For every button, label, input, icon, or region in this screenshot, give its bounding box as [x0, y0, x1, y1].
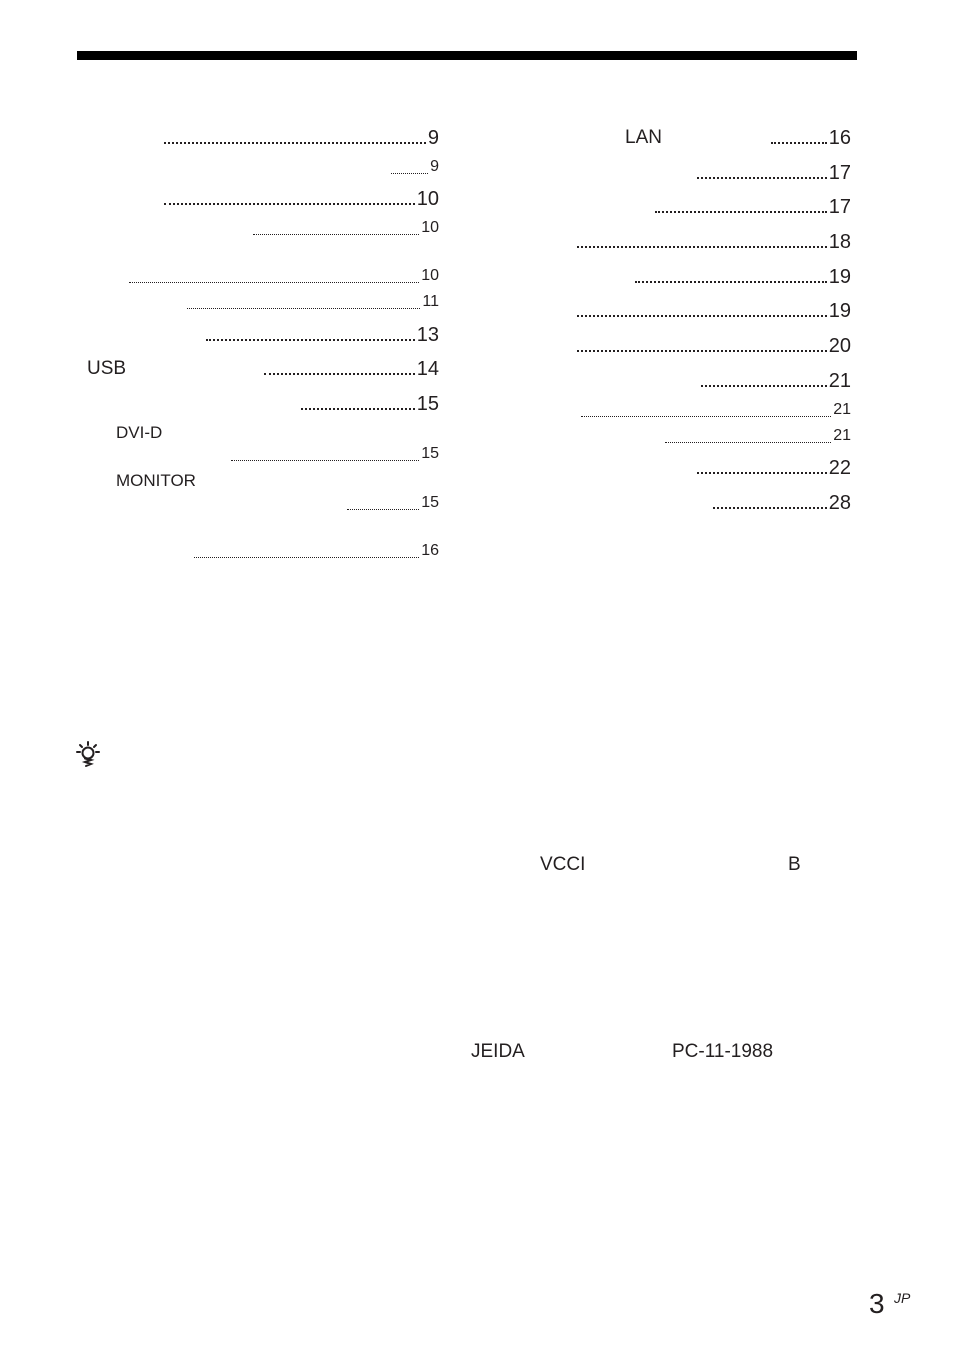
toc-page-number: 15: [421, 494, 439, 511]
dot-leader: [697, 472, 827, 474]
dot-leader: [187, 308, 420, 309]
toc-entry[interactable]: [391, 155, 439, 179]
top-rule: [77, 51, 857, 60]
dot-leader: [577, 350, 827, 352]
toc-entry[interactable]: [164, 126, 439, 150]
toc-page-number: 17: [828, 196, 851, 218]
toc-page-number: 15: [421, 445, 439, 462]
dot-leader: [164, 142, 426, 144]
toc-entry[interactable]: [697, 456, 851, 480]
toc-label-dvi-d: DVI-D: [116, 423, 163, 442]
toc-page-number: 13: [416, 324, 439, 346]
dot-leader: [665, 442, 831, 443]
toc-entry[interactable]: [577, 230, 851, 254]
toc-entry[interactable]: [206, 323, 439, 347]
dot-leader: [713, 507, 827, 509]
toc-page-number: 21: [828, 370, 851, 392]
toc-entry[interactable]: [701, 369, 851, 393]
toc-entry[interactable]: [264, 357, 439, 381]
page-number: 3: [869, 1288, 885, 1319]
dot-leader: [264, 373, 415, 375]
dot-leader: [206, 339, 415, 341]
dot-leader: [655, 211, 827, 213]
toc-page-number: 17: [828, 162, 851, 184]
toc-label-usb: USB: [87, 358, 127, 379]
dot-leader: [577, 246, 827, 248]
toc-page-number: 10: [416, 188, 439, 210]
toc-page-number: 14: [416, 358, 439, 380]
dot-leader: [194, 557, 419, 558]
toc-entry[interactable]: [253, 216, 439, 240]
toc-entry[interactable]: [301, 392, 439, 416]
page-number-suffix: JP: [894, 1290, 911, 1306]
toc-page-number: 20: [828, 335, 851, 357]
dot-leader: [577, 315, 827, 317]
toc-entry[interactable]: [581, 398, 851, 422]
dot-leader: [164, 203, 415, 205]
toc-page-number: 9: [430, 158, 439, 175]
dot-leader: [581, 416, 831, 417]
toc-page-number: 19: [828, 300, 851, 322]
toc-page-number: 9: [427, 127, 439, 149]
toc-page-number: 16: [421, 542, 439, 559]
toc-label-monitor: MONITOR: [116, 471, 196, 490]
toc-page-number: 21: [833, 401, 851, 418]
toc-entry[interactable]: [697, 161, 851, 185]
pc-standard-text: PC-11-1988: [672, 1041, 774, 1062]
toc-entry[interactable]: [665, 424, 851, 448]
vcci-text: VCCI: [540, 854, 586, 875]
toc-page-number: 15: [416, 393, 439, 415]
toc-entry[interactable]: [577, 299, 851, 323]
toc-page-number: 10: [421, 267, 439, 284]
dot-leader: [771, 142, 827, 144]
toc-page-number: 10: [421, 219, 439, 236]
toc-entry[interactable]: [655, 195, 851, 219]
toc-page-number: 21: [833, 427, 851, 444]
toc-page-number: 16: [828, 127, 851, 149]
toc-entry[interactable]: [713, 491, 851, 515]
toc-entry[interactable]: [231, 442, 439, 466]
toc-page-number: 19: [828, 266, 851, 288]
lightbulb-icon: [76, 741, 100, 769]
toc-entry[interactable]: [635, 265, 851, 289]
toc-entry[interactable]: [771, 126, 851, 150]
dot-leader: [701, 385, 827, 387]
dot-leader: [301, 408, 415, 410]
dot-leader: [347, 509, 419, 510]
toc-page-number: 28: [828, 492, 851, 514]
dot-leader: [253, 234, 419, 235]
dot-leader: [391, 173, 428, 174]
toc-entry[interactable]: [164, 187, 439, 211]
dot-leader: [231, 460, 419, 461]
toc-label-lan: LAN: [625, 127, 662, 148]
dot-leader: [635, 281, 827, 283]
class-b-text: B: [788, 854, 801, 875]
dot-leader: [129, 282, 419, 283]
toc-entry[interactable]: [577, 334, 851, 358]
dot-leader: [697, 177, 827, 179]
toc-page-number: 22: [828, 457, 851, 479]
toc-entry[interactable]: [187, 290, 439, 314]
jeida-text: JEIDA: [471, 1041, 525, 1062]
toc-page-number: 11: [422, 293, 439, 310]
toc-entry[interactable]: [347, 491, 439, 515]
toc-entry[interactable]: [194, 539, 439, 563]
toc-page-number: 18: [828, 231, 851, 253]
toc-entry[interactable]: [129, 264, 439, 288]
